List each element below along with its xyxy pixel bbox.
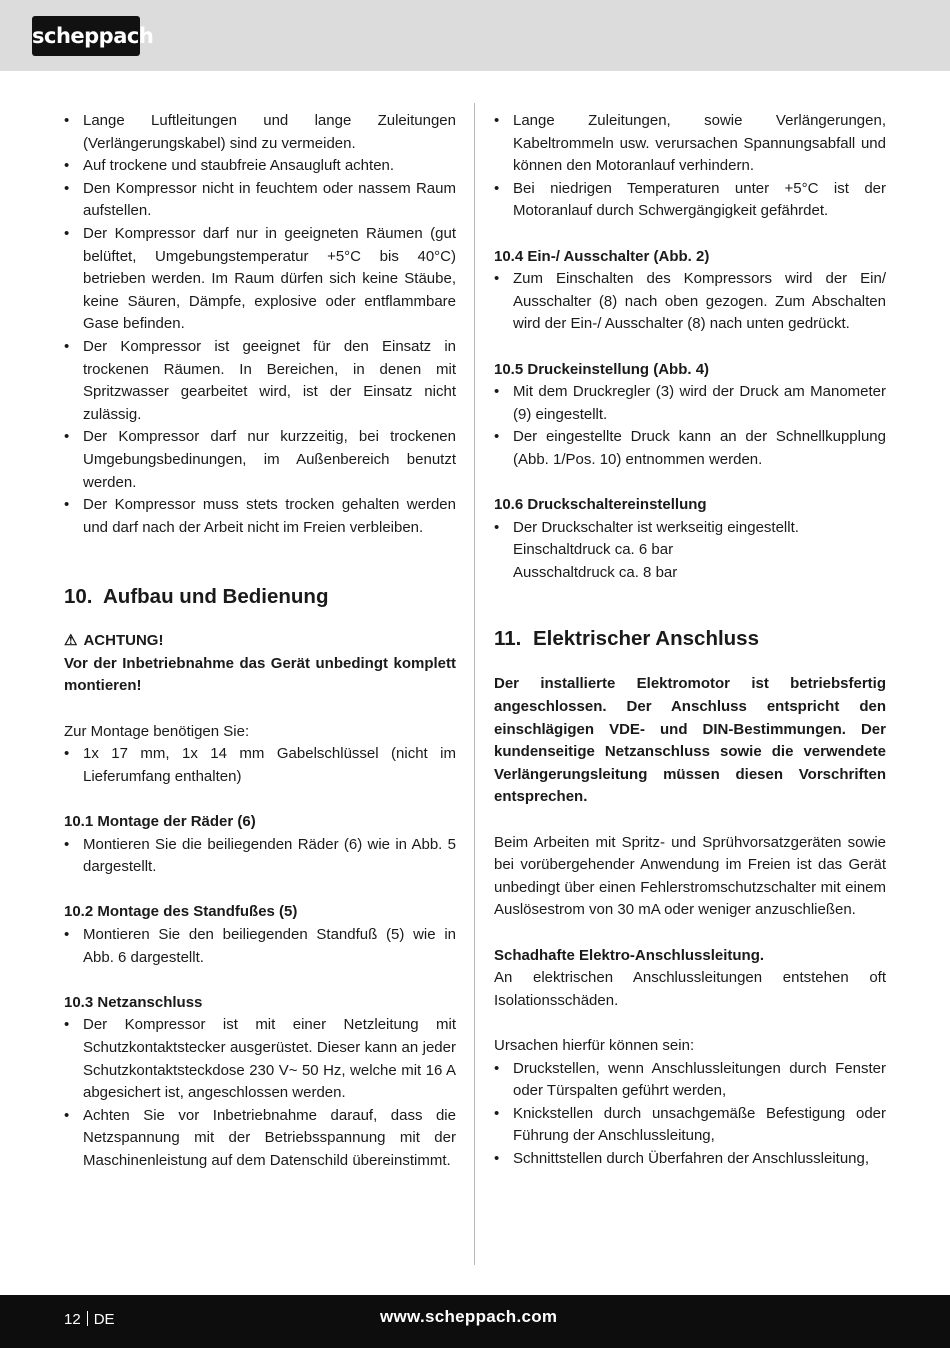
language-code: DE — [93, 1311, 115, 1328]
left-column — [64, 110, 456, 1173]
page-header — [0, 0, 950, 71]
damaged-cable-text: An elektrischen Anschlussleitungen entstehen oft Isolationsschäden. — [494, 969, 886, 1009]
rcd-paragraph: Beim Arbeiten mit Spritz- und Sprühvorsatzgeräten sowie bei vorübergehender Anwendung im Freien ist das Gerät unbedingt über einen Fehlerstromschutzschalter mit einem Auslösestrom von 30 mA oder weniger anzuschließen. — [494, 833, 886, 919]
list-item: • Der Kompressor ist geeignet für den Einsatz in trockenen Räumen. In Bereichen, in denen mit Spritzwasser gearbeitet wird, ist der Einsatz nicht zulässig. — [64, 336, 456, 426]
list-item: • Achten Sie vor Inbetriebnahme darauf, dass die Netzspannung mit der Betriebsspannung mit der Maschinenleistung auf dem Datenschild übereinstimmt. — [64, 1105, 456, 1173]
list-item: • Auf trockene und staubfreie Ansaugluft achten. — [64, 155, 456, 178]
section-title: Elektrischer Anschluss — [533, 627, 759, 651]
section-number: 10. — [64, 585, 93, 609]
subsection-10-2-title: 10.2 Montage des Standfußes (5) — [64, 903, 298, 921]
list-item: • Der Kompressor darf nur kurzzeitig, bei trockenen Umgebungsbedinungen, im Außenbereich benutzt werden. — [64, 426, 456, 494]
list-item: • Knickstellen durch unsachgemäße Befestigung oder Führung der Anschlussleitung, — [494, 1103, 886, 1148]
subsection-10-5-list — [494, 381, 886, 471]
list-item: • Der Kompressor darf nur in geeigneten Räumen (gut belüftet, Umgebungstemperatur +5°C bis 40°C) betrieben werden. Im Raum dürfen sich keine Stäube, keine Säuren, Dämpfe, explosive oder entflammbare Gase befinden. — [64, 223, 456, 336]
subsection-10-6-list — [494, 517, 886, 540]
subsection-10-4-title: 10.4 Ein-/ Ausschalter (Abb. 2) — [494, 247, 710, 265]
tools-intro: Zur Montage benötigen Sie: — [64, 722, 250, 740]
page-number: 12 — [64, 1311, 81, 1328]
switch-on-pressure: Einschaltdruck ca. 6 bar — [513, 541, 674, 559]
list-item: • Den Kompressor nicht in feuchtem oder nassem Raum aufstellen. — [64, 178, 456, 223]
list-item: • Der Kompressor ist mit einer Netzleitung mit Schutzkontaktstecker ausgerüstet. Dieser kann an jeder Schutzkontaktsteckdose 230 V~ 50 Hz, welche mit 16 A abgesichert ist, angeschlossen werden. — [64, 1014, 456, 1104]
warning-triangle-icon: ⚠ — [64, 632, 78, 650]
subsection-10-3-title: 10.3 Netzanschluss — [64, 993, 203, 1011]
list-item: • Der eingestellte Druck kann an der Schnellkupplung (Abb. 1/Pos. 10) entnommen werden. — [494, 426, 886, 471]
right-column — [494, 110, 886, 1171]
list-item: • Zum Einschalten des Kompressors wird der Ein/ Ausschalter (8) nach oben gezogen. Zum Abschalten wird der Ein-/ Ausschalter (8) nach unten gedrückt. — [494, 268, 886, 336]
list-item: • Lange Luftleitungen und lange Zuleitungen (Verlängerungskabel) sind zu vermeiden. — [64, 110, 456, 155]
subsection-10-1-list — [64, 834, 456, 879]
switch-off-pressure: Ausschaltdruck ca. 8 bar — [513, 563, 678, 581]
footer-separator — [87, 1311, 88, 1326]
damaged-cable-title: Schadhafte Elektro-Anschlussleitung. — [494, 946, 765, 964]
intro-bullet-list-right — [494, 110, 886, 223]
list-item: • Bei niedrigen Temperaturen unter +5°C ist der Motoranlauf durch Schwergängigkeit gefährdet. — [494, 178, 886, 223]
section-10-heading — [64, 584, 456, 610]
section-11-heading — [494, 626, 886, 652]
list-item: • Lange Zuleitungen, sowie Verlängerungen, Kabeltrommeln usw. verursachen Spannungsabfall und können den Motoranlauf verhindern. — [494, 110, 886, 178]
subsection-10-4-list — [494, 268, 886, 336]
website-link[interactable]: www.scheppach.com — [380, 1307, 558, 1326]
list-item: • Montieren Sie den beiliegenden Standfuß (5) wie in Abb. 6 dargestellt. — [64, 924, 456, 969]
list-item: • Mit dem Druckregler (3) wird der Druck am Manometer (9) eingestellt. — [494, 381, 886, 426]
subsection-10-1-title: 10.1 Montage der Räder (6) — [64, 813, 256, 831]
subsection-10-3-list — [64, 1014, 456, 1172]
page-number-block — [64, 1311, 115, 1328]
brand-logo: scheppach — [32, 16, 140, 56]
list-item: • Der Druckschalter ist werkseitig eingestellt. — [494, 517, 886, 540]
warning-label: ACHTUNG! — [83, 632, 164, 650]
page-footer — [0, 1295, 950, 1348]
subsection-10-5-title: 10.5 Druckeinstellung (Abb. 4) — [494, 360, 710, 378]
connection-bold-paragraph: Der installierte Elektromotor ist betriebsfertig angeschlossen. Der Anschluss entspricht den einschlägigen VDE- und DIN-Bestimmungen. Der kundenseitige Netzanschluss sowie die verwendete Verlängerungsleitung müssen diesen Vorschriften entsprechen. — [494, 675, 886, 806]
list-item: • 1x 17 mm, 1x 14 mm Gabelschlüssel (nicht im Lieferumfang enthalten) — [64, 743, 456, 788]
tools-list — [64, 743, 456, 788]
list-item: • Druckstellen, wenn Anschlussleitungen durch Fenster oder Türspalten geführt werden, — [494, 1058, 886, 1103]
list-item: • Der Kompressor muss stets trocken gehalten werden und darf nach der Arbeit nicht im Freien verbleiben. — [64, 494, 456, 539]
causes-intro: Ursachen hierfür können sein: — [494, 1036, 695, 1054]
column-divider — [474, 103, 475, 1265]
causes-list — [494, 1058, 886, 1171]
intro-bullet-list — [64, 110, 456, 539]
list-item: • Schnittstellen durch Überfahren der Anschlussleitung, — [494, 1148, 886, 1171]
section-title: Aufbau und Bedienung — [103, 585, 329, 609]
warning-heading — [64, 630, 456, 653]
subsection-10-6-title: 10.6 Druckschaltereinstellung — [494, 496, 707, 514]
warning-text: Vor der Inbetriebnahme das Gerät unbedingt komplett montieren! — [64, 654, 456, 695]
section-number: 11. — [494, 627, 522, 651]
subsection-10-2-list — [64, 924, 456, 969]
list-item: • Montieren Sie die beiliegenden Räder (6) wie in Abb. 5 dargestellt. — [64, 834, 456, 879]
